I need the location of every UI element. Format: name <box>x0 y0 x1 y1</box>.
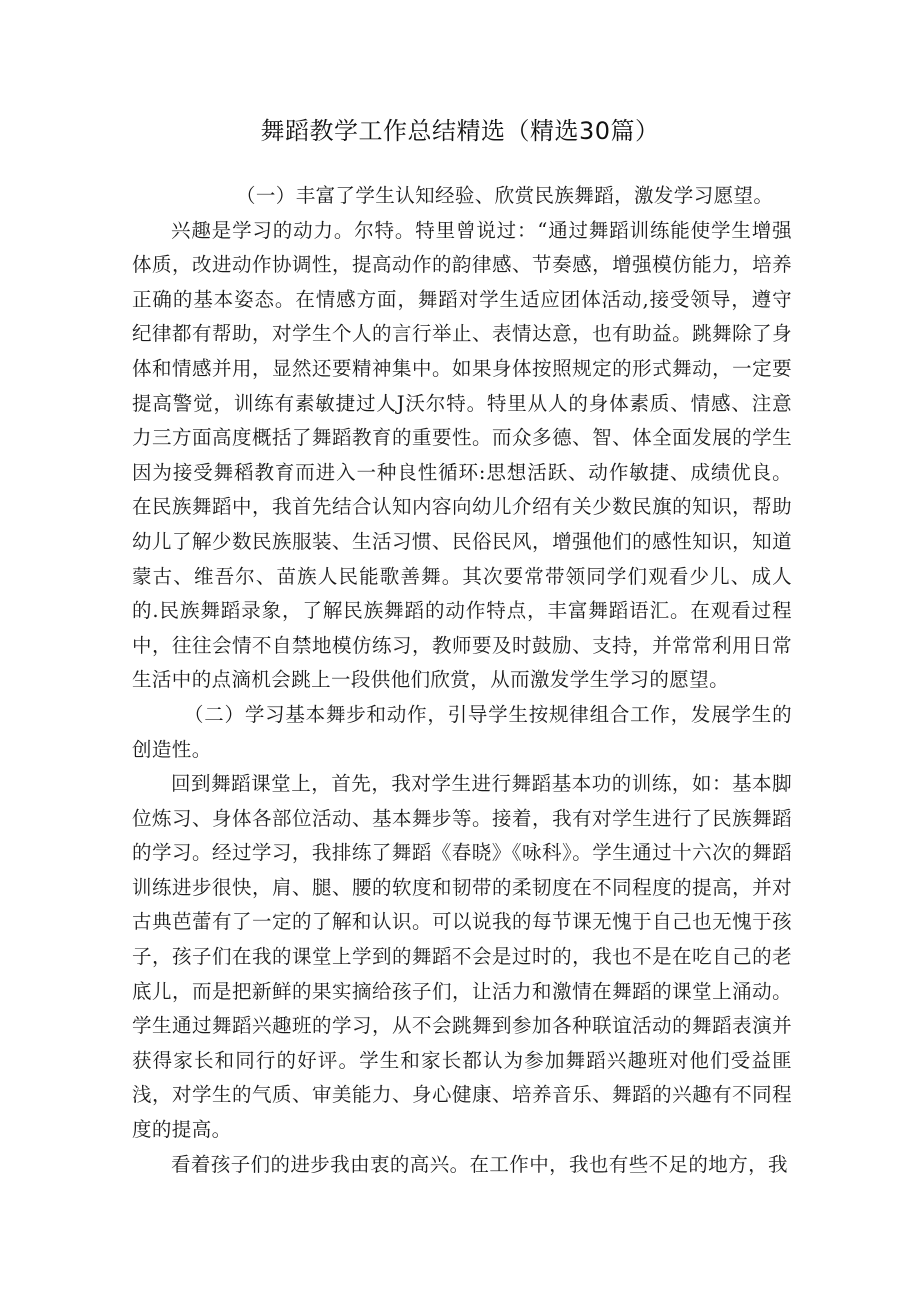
body-paragraph-1: 兴趣是学习的动力。尔特。特里曾说过：“通过舞蹈训练能使学生增强体质，改进动作协调性，提高动作的韵律感、节奏感，增强模仿能力，培养正确的基本姿态。在情感方面，舞蹈对学生适应团体活动,接受领导，遵守纪律都有帮助，对学生个人的言行举止、表情达意，也有助益。跳舞除了身体和情感并用，显然还要精神集中。如果身体按照规定的形式舞动，一定要提高警觉，训练有素敏捷过人J沃尔特。特里从人的身体素质、情感、注意力三方面高度概括了舞蹈教育的重要性。而众多德、智、体全面发展的学生因为接受舞稻教育而进入一种良性循环:思想活跃、动作敏捷、成绩优良。在民族舞蹈中，我首先结合认知内容向幼儿介绍有关少数民旗的知识，帮助幼儿了解少数民族服装、生活习惯、民俗民风，增强他们的感性知识，知道蒙古、维吾尔、苗族人民能歌善舞。其次要常带领同学们观看少儿、成人的.民族舞蹈录象，了解民族舞蹈的动作特点，丰富舞蹈语汇。在观看过程中，往往会情不自禁地模仿练习，教师要及时鼓励、支持，并常常利用日常生活中的点滴机会跳上一段供他们欣赏，从而激发学生学习的愿望。 <box>132 218 792 692</box>
document-title: 舞蹈教学工作总结精选（精选30篇） <box>260 117 660 145</box>
document-body <box>132 179 792 1182</box>
body-paragraph-2: 回到舞蹈课堂上，首先，我对学生进行舞蹈基本功的训练，如：基本脚位炼习、身体各部位活动、基本舞步等。接着，我有对学生进行了民族舞蹈的学习。经过学习，我排练了舞蹈《春晓》《咏科》。学生通过十六次的舞蹈训练进步很快，肩、腿、腰的软度和韧带的柔韧度在不同程度的提高，并对古典芭蕾有了一定的了解和认识。可以说我的每节课无愧于自己也无愧于孩子，孩子们在我的课堂上学到的舞蹈不会是过时的，我也不是在吃自己的老底儿，而是把新鲜的果实摘给孩子们，让活力和激情在舞蹈的课堂上涌动。学生通过舞蹈兴趣班的学习，从不会跳舞到参加各种联谊活动的舞蹈表演并获得家长和同行的好评。学生和家长都认为参加舞蹈兴趣班对他们受益匪浅，对学生的气质、审美能力、身心健康、培养音乐、舞蹈的兴趣有不同程度的提高。 <box>132 772 792 1142</box>
body-paragraph-3: 看着孩子们的进步我由衷的高兴。在工作中，我也有些不足的地方，我 <box>171 1152 788 1176</box>
section-heading-1: （一）丰富了学生认知经验、欣赏民族舞蹈，激发学习愿望。 <box>236 184 774 207</box>
section-heading-2: （二）学习基本舞步和动作，引导学生按规律组合工作，发展学生的创造性。 <box>132 702 792 761</box>
